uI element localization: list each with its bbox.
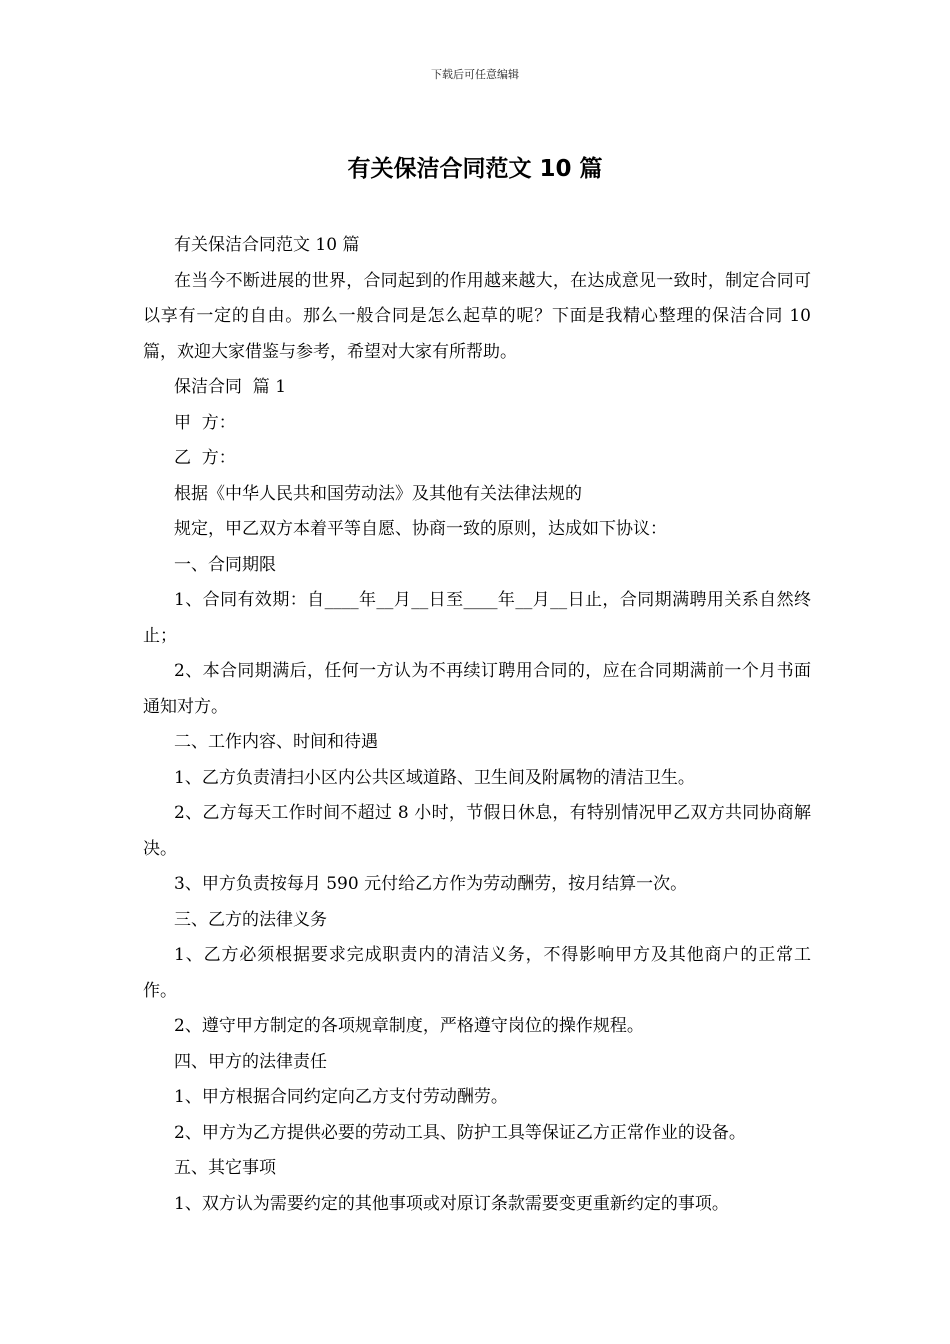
clause: 1、乙方负责清扫小区内公共区域道路、卫生间及附属物的清洁卫生。 [174, 767, 695, 788]
section-heading: 四、甲方的法律责任 [174, 1051, 327, 1072]
header-note: 下载后可任意编辑 [431, 68, 519, 81]
party-a-line: 甲 方： [174, 412, 236, 433]
clause: 1、双方认为需要约定的其他事项或对原订条款需要变更重新约定的事项。 [174, 1193, 729, 1214]
section-heading: 五、其它事项 [174, 1158, 276, 1178]
section-heading: 三、乙方的法律义务 [174, 909, 327, 930]
clause: 1、乙方必须根据要求完成职责内的清洁义务，不得影响甲方及其他商户的正常工作。 [143, 945, 811, 1001]
section-heading: 一、合同期限 [174, 554, 276, 575]
paragraph: 根据《中华人民共和国劳动法》及其他有关法律法规的 [174, 483, 582, 504]
clause: 2、本合同期满后，任何一方认为不再续订聘用合同的，应在合同期满前一个月书面通知对方。 [143, 661, 811, 717]
clause: 2、甲方为乙方提供必要的劳动工具、防护工具等保证乙方正常作业的设备。 [174, 1122, 746, 1143]
clause: 2、乙方每天工作时间不超过 8 小时，节假日休息，有特别情况甲乙双方共同协商解决。 [143, 803, 811, 859]
clause: 1、合同有效期：自____年__月__日至____年__月__日止，合同期满聘用关系自然终止； [143, 590, 811, 646]
section-heading: 二、工作内容、时间和待遇 [174, 732, 378, 752]
paragraph: 在当今不断进展的世界，合同起到的作用越来越大，在达成意见一致时，制定合同可以享有一定的自由。那么一般合同是怎么起草的呢？下面是我精心整理的保洁合同 10 篇，欢迎大家借鉴与参考，希望对大家有所帮助。 [143, 270, 817, 362]
paragraph: 规定，甲乙双方本着平等自愿、协商一致的原则，达成如下协议： [174, 519, 667, 539]
clause: 3、甲方负责按每月 590 元付给乙方作为劳动酬劳，按月结算一次。 [174, 874, 688, 894]
clause: 1、甲方根据合同约定向乙方支付劳动酬劳。 [174, 1087, 508, 1107]
paragraph: 有关保洁合同范文 10 篇 [174, 235, 360, 255]
party-b-line: 乙 方： [174, 448, 236, 468]
clause: 2、遵守甲方制定的各项规章制度，严格遵守岗位的操作规程。 [174, 1016, 644, 1036]
document-title: 有关保洁合同范文 10 篇 [347, 156, 603, 182]
document-body [143, 228, 817, 1222]
section-heading: 保洁合同 篇 1 [174, 377, 287, 397]
